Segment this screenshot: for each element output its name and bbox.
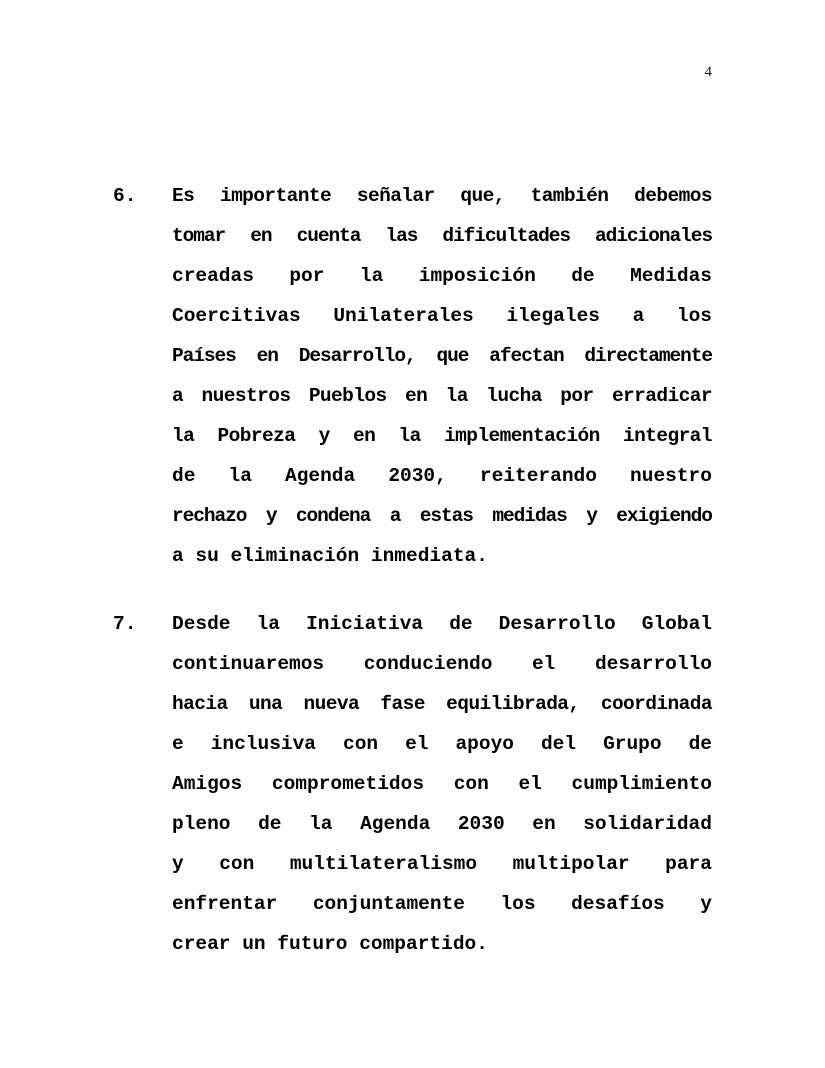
page-number: 4 (704, 64, 712, 80)
text-line (172, 764, 712, 804)
word: nuestros (201, 385, 291, 407)
word: cumplimiento (571, 773, 712, 795)
word: erradicar (611, 385, 712, 407)
text-line (172, 884, 712, 924)
word: reiterando (479, 465, 597, 487)
word: conduciendo (363, 653, 493, 675)
word: señalar (356, 185, 435, 207)
word: de (688, 733, 712, 755)
word: la (359, 265, 384, 287)
word: la (445, 385, 468, 407)
text-line (172, 844, 712, 884)
text-line (172, 684, 712, 724)
word: Unilaterales (333, 305, 474, 327)
word: de (449, 613, 473, 635)
word: las (385, 225, 418, 247)
word: integral (622, 425, 712, 447)
word: Países (172, 345, 236, 367)
word: para (665, 853, 712, 875)
word: inmediata. (370, 545, 488, 567)
word: por (560, 385, 594, 407)
word: 2030, (388, 465, 447, 487)
word: pleno (172, 813, 231, 835)
word: del (540, 733, 577, 755)
word: Agenda (285, 465, 356, 487)
word: por (289, 265, 325, 287)
word: implementación (444, 425, 600, 447)
word: comprometidos (271, 773, 425, 795)
text-line (172, 176, 712, 216)
word: desarrollo (594, 653, 712, 675)
word: a (632, 305, 645, 327)
word: dificultades (442, 225, 570, 247)
word: tomar (172, 225, 226, 247)
word: también (530, 185, 609, 207)
word: Pobreza (217, 425, 296, 447)
word: el (531, 653, 556, 675)
word: la (256, 613, 280, 635)
text-line (172, 456, 712, 496)
text-line (172, 804, 712, 844)
word: de (258, 813, 282, 835)
word: con (453, 773, 489, 795)
word: en (256, 345, 278, 367)
word: Amigos (172, 773, 243, 795)
word: en (353, 425, 376, 447)
word: Agenda (360, 813, 431, 835)
word: imposición (418, 265, 536, 287)
word: multilateralismo (289, 853, 478, 875)
word: e (172, 733, 184, 755)
word: los (676, 305, 712, 327)
word: Medidas (630, 265, 712, 287)
word: Grupo (603, 733, 662, 755)
paragraph-number: 7. (113, 613, 137, 635)
word: y (265, 505, 277, 527)
text-line (172, 416, 712, 456)
word: afectan (489, 345, 564, 367)
word: apoyo (455, 733, 514, 755)
word: conjuntamente (312, 893, 465, 915)
text-line (172, 336, 712, 376)
word: los (500, 893, 536, 915)
paragraph-text (172, 176, 712, 576)
text-line (172, 604, 712, 644)
word: creadas (172, 265, 254, 287)
word: en (405, 385, 428, 407)
word: que, (460, 185, 505, 207)
text-line (172, 256, 712, 296)
numbered-paragraph (0, 604, 825, 964)
word: estas (419, 505, 473, 527)
text-line (172, 724, 712, 764)
word: a (172, 545, 184, 567)
numbered-paragraph (0, 176, 825, 576)
word: cuenta (296, 225, 361, 247)
word: adicionales (595, 225, 712, 247)
word: equilibrada, (446, 693, 580, 715)
word: condena (295, 505, 371, 527)
word: Global (641, 613, 712, 635)
word: medidas (492, 505, 567, 527)
word: en (532, 813, 556, 835)
word: exigiendo (616, 505, 712, 527)
word: y (172, 853, 184, 875)
text-line (172, 376, 712, 416)
word: y (586, 505, 597, 527)
word: el (405, 733, 429, 755)
paragraph-number: 6. (113, 185, 137, 207)
word: el (518, 773, 542, 795)
document-body (0, 176, 825, 964)
word: compartido. (359, 933, 488, 955)
word: solidaridad (583, 813, 712, 835)
word: con (219, 853, 255, 875)
word: coordinada (600, 693, 712, 715)
word: multipolar (512, 853, 630, 875)
text-line (172, 924, 712, 964)
text-line (172, 496, 712, 536)
word: rechazo (172, 505, 247, 527)
word: Coercitivas (172, 305, 301, 327)
word: a (172, 385, 184, 407)
word: su (195, 545, 219, 567)
word: la (228, 465, 252, 487)
word: directamente (584, 345, 712, 367)
word: un (242, 933, 266, 955)
word: a (389, 505, 401, 527)
word: 2030 (457, 813, 505, 835)
text-line (172, 644, 712, 684)
word: la (309, 813, 333, 835)
word: y (318, 425, 330, 447)
word: importante (219, 185, 332, 207)
word: inclusiva (210, 733, 317, 755)
word: Desde (172, 613, 231, 635)
word: ilegales (506, 305, 600, 327)
word: una (248, 693, 283, 715)
word: eliminación (230, 545, 360, 567)
word: en (250, 225, 272, 247)
word: continuaremos (172, 653, 325, 675)
word: y (700, 893, 712, 915)
word: Desarrollo, (298, 345, 416, 367)
word: enfrentar (172, 893, 278, 915)
word: debemos (634, 185, 712, 207)
word: nuestro (630, 465, 712, 487)
word: lucha (486, 385, 542, 407)
word: la (398, 425, 421, 447)
text-line (172, 216, 712, 256)
word: crear (172, 933, 231, 955)
word: nueva (303, 693, 360, 715)
word: la (172, 425, 195, 447)
word: futuro (277, 933, 348, 955)
word: Es (172, 185, 195, 207)
text-line (172, 296, 712, 336)
word: de (571, 265, 595, 287)
text-line (172, 536, 712, 576)
word: Desarrollo (498, 613, 616, 635)
word: Iniciativa (306, 613, 424, 635)
word: con (343, 733, 379, 755)
word: hacia (172, 693, 228, 715)
word: fase (380, 693, 425, 715)
word: desafíos (571, 893, 665, 915)
word: Pueblos (308, 385, 387, 407)
word: de (172, 465, 196, 487)
paragraph-text (172, 604, 712, 964)
word: que (436, 345, 469, 367)
